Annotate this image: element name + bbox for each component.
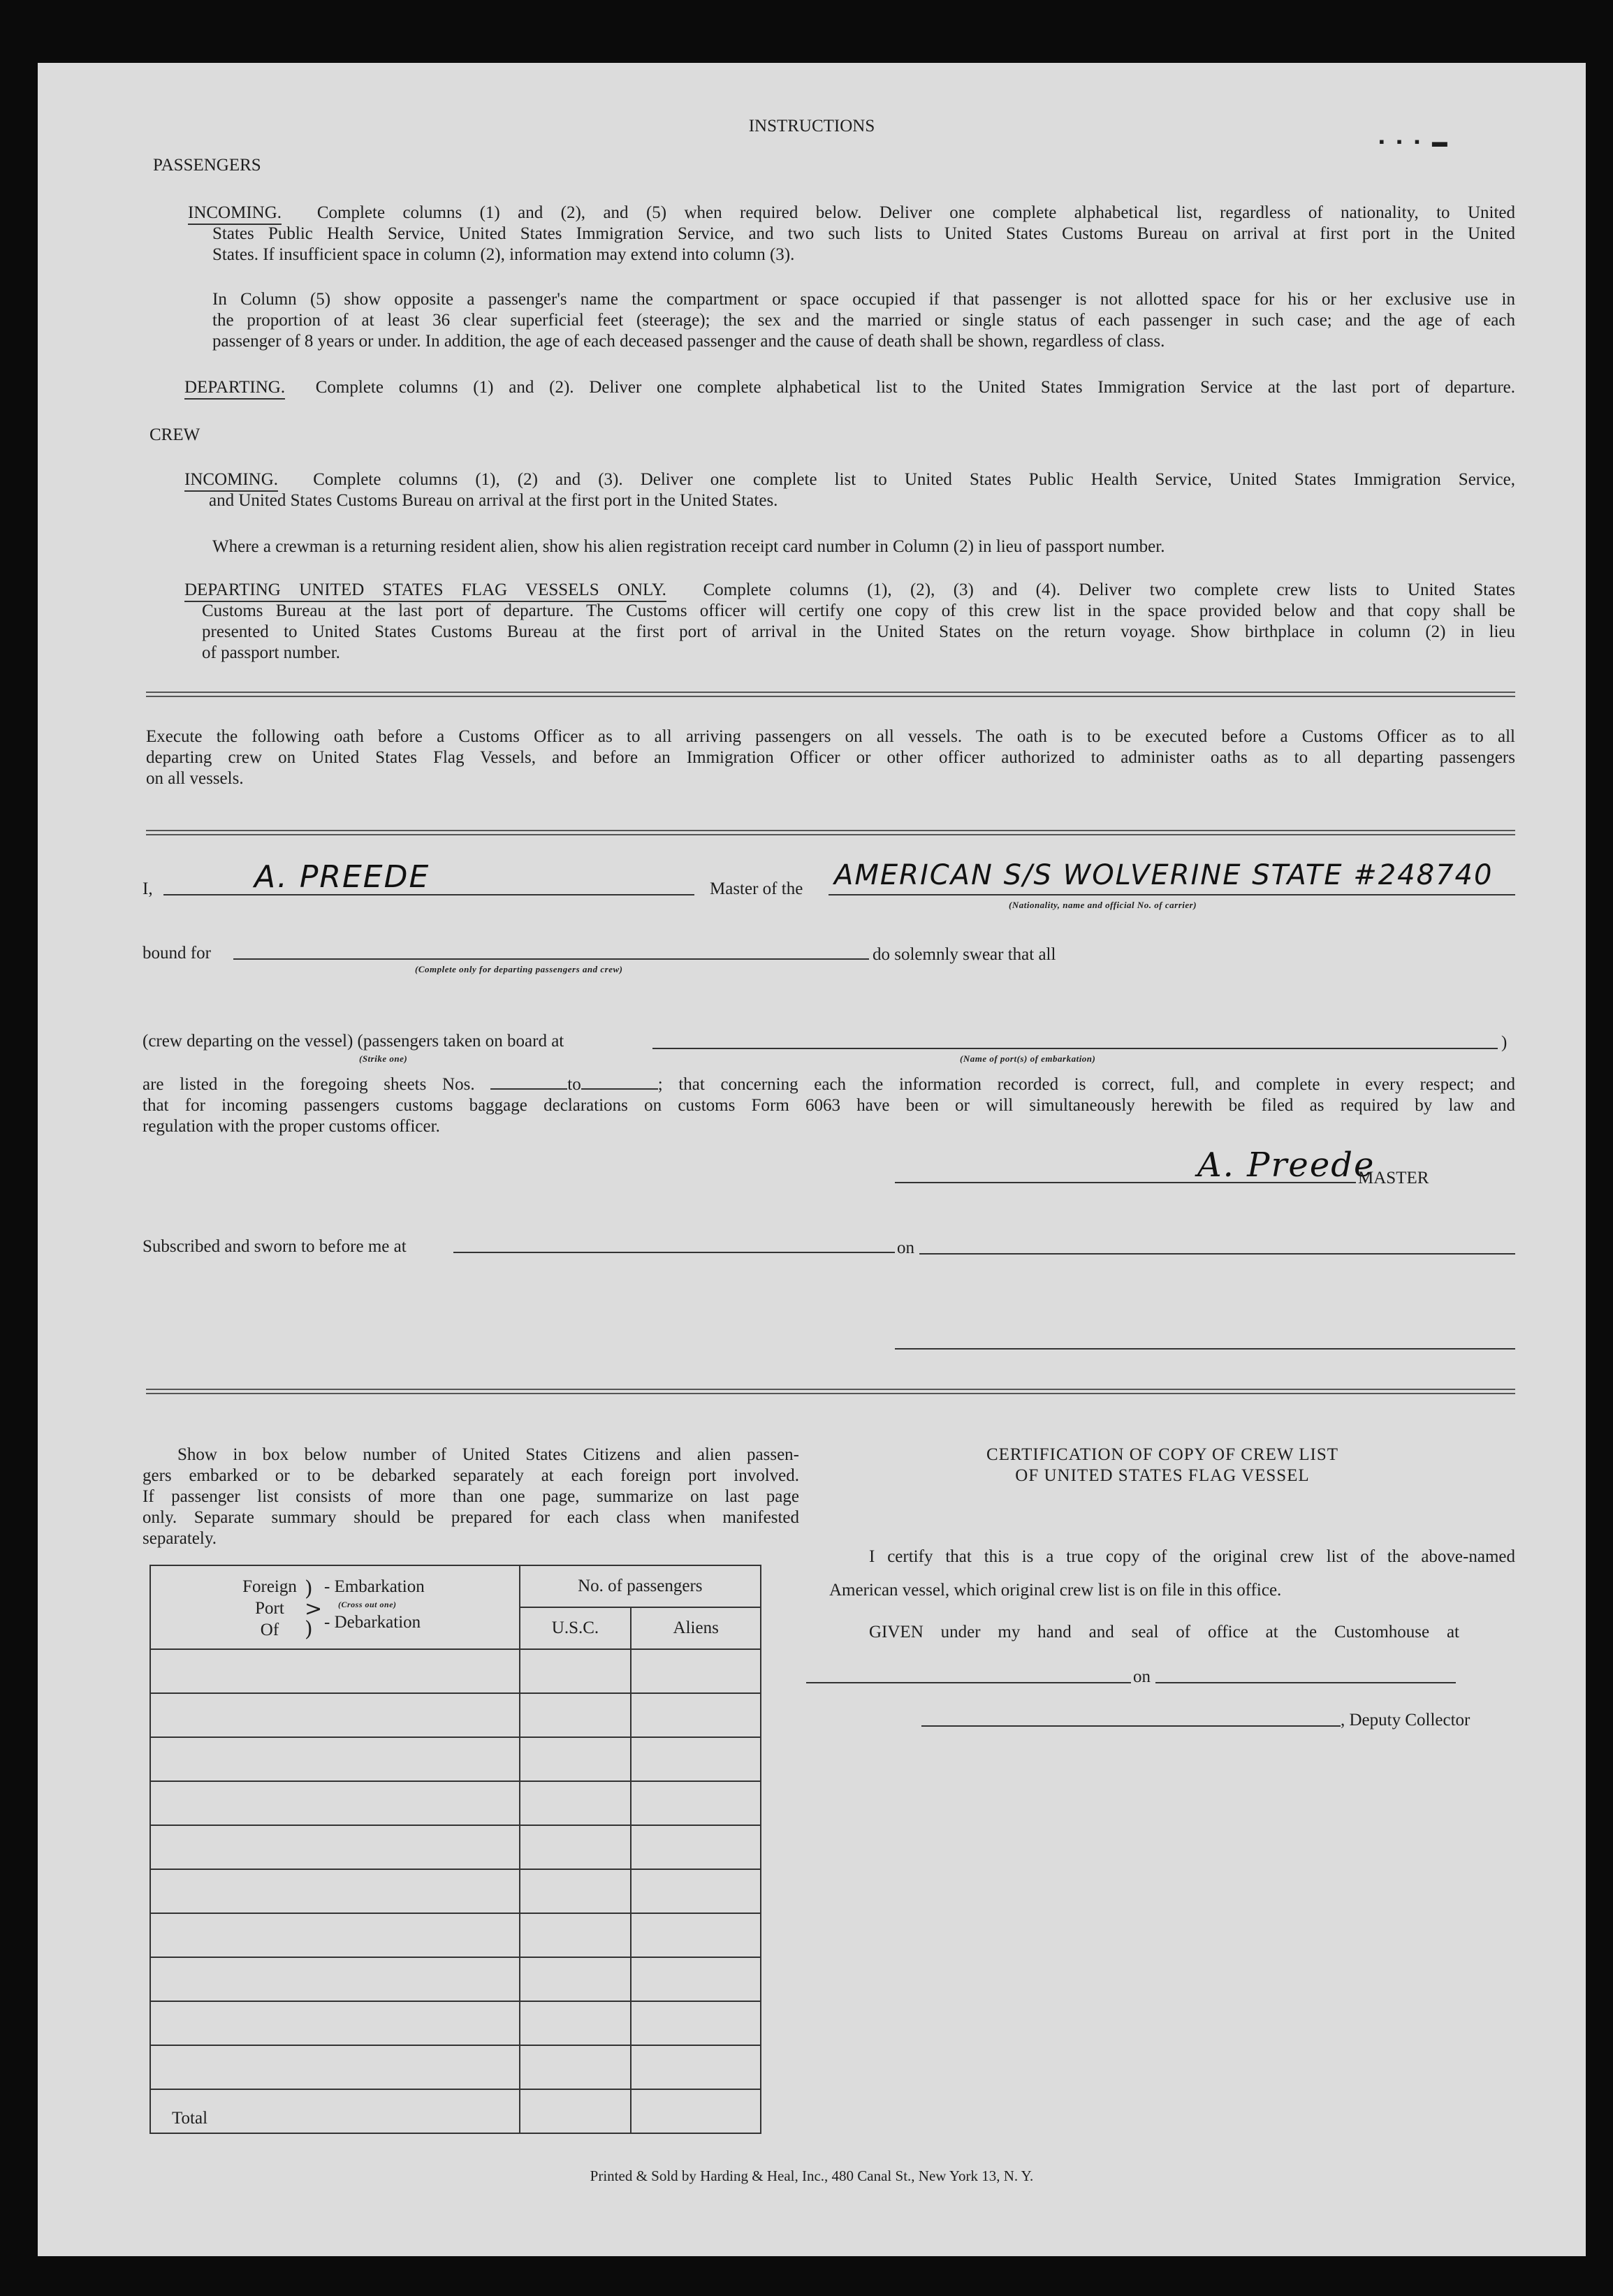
column5-paragraph: In Column (5) show opposite a passenger's name the compartment or space occupied if that passenger is not allotted space for his or her exclusive use in the proportion of at least 36 clear superficial feet (steerage); the sex and the married or single status of each passenger in such case; and the age of each passenger of 8 years or under. In addition, the age of each deceased passenger and the cause of death shall be shown, regardless of class. (212, 290, 1515, 351)
table-row (150, 1825, 761, 1869)
usc-cell (520, 1825, 632, 1869)
total-label: Total (150, 2089, 520, 2133)
summary-paragraph: Show in box below number of United States Citizens and alien passen- gers embarked or to be debarked separately at each foreign port involved. If passenger list consists of more than one page, summarize on last page only. Separate summary should be prepared for each class when manifested separately. (143, 1445, 799, 1548)
customhouse-place-line (806, 1682, 1131, 1683)
deputy-collector-label: , Deputy Collector (1341, 1711, 1470, 1730)
vessel-line (829, 894, 1515, 895)
passengers-departing-paragraph: DEPARTING. Complete columns (1) and (2). Deliver one complete alphabetical list to the United States Immigration Service at the last port of departure. (184, 377, 1515, 398)
strike-caption: (Strike one) (359, 1053, 408, 1064)
aliens-cell (631, 1957, 761, 2001)
certification-title: CERTIFICATION OF COPY OF CREW LIST OF UNITED STATES FLAG VESSEL (986, 1445, 1339, 1485)
instructions-title: INSTRUCTIONS (748, 117, 875, 136)
table-row (150, 1781, 761, 1825)
swear-text: do solemnly swear that all (873, 945, 1056, 964)
table-row (150, 2045, 761, 2089)
aliens-cell (631, 2001, 761, 2045)
subscribed-place-line (453, 1252, 895, 1253)
foreign-label: Foreign (242, 1577, 297, 1596)
aliens-cell (631, 1825, 761, 1869)
cross-out-caption: (Cross out one) (338, 1600, 397, 1609)
certification-on-label: on (1133, 1667, 1151, 1686)
table-row (150, 1649, 761, 1693)
vessel-caption: (Nationality, name and official No. of carrier) (1009, 900, 1197, 910)
port-cell (150, 1781, 520, 1825)
total-row (150, 2089, 761, 2133)
port-cell (150, 1869, 520, 1913)
aliens-cell (631, 1649, 761, 1693)
passengers-incoming-paragraph: INCOMING. Complete columns (1) and (2), and (5) when required below. Deliver one complete alphabetical list, regardless of nationality, to United States Public Health Service, United States Immigration Service, and two such lists to United States Customs Bureau on arrival at first port in the United States. If insufficient space in column (2), information may extend into column (3). (188, 203, 1515, 264)
usc-cell (520, 1913, 632, 1957)
deputy-collector-line (921, 1725, 1341, 1727)
certification-date-line (1155, 1682, 1456, 1683)
of-label: Of (260, 1621, 279, 1639)
table-row (150, 1737, 761, 1781)
crew-incoming-label: INCOMING. (184, 470, 278, 492)
divider-line (146, 1389, 1515, 1394)
no-passengers-header: No. of passengers (520, 1565, 761, 1607)
table-row (150, 1913, 761, 1957)
subscribed-on-label: on (897, 1238, 914, 1257)
crewman-paragraph: Where a crewman is a returning resident alien, show his alien registration receipt card number in Column (2) in lieu of passport number. (212, 537, 1165, 556)
passengers-departing-label: DEPARTING. (184, 378, 285, 400)
officer-signature-line (895, 1348, 1515, 1350)
aliens-cell (631, 1781, 761, 1825)
port-label: Port (255, 1599, 284, 1618)
departing-us-label: DEPARTING UNITED STATES FLAG VESSELS ONLY. (184, 580, 666, 602)
brace-glyph: ) > ) (305, 1577, 323, 1641)
passengers-incoming-label: INCOMING. (188, 203, 282, 225)
sheet-to-line (581, 1074, 658, 1090)
table-row (150, 1869, 761, 1913)
table-row (150, 1693, 761, 1737)
departing-us-paragraph: DEPARTING UNITED STATES FLAG VESSELS ONLY. Complete columns (1), (2), (3) and (4). Deliver two complete crew lists to United States Customs Bureau at the last port of departure. The Customs officer will certify one copy of this crew list in the space provided below and that copy shall be presented to United States Customs Bureau at the first port of arrival in the United States on the return voyage. Show birthplace in column (2) in lieu of passport number. (184, 580, 1516, 662)
master-of-label: Master of the (710, 879, 803, 898)
crew-heading: CREW (149, 425, 200, 444)
usc-cell (520, 1737, 632, 1781)
passenger-summary-table (149, 1565, 761, 2134)
i-label: I, (143, 879, 153, 898)
certification-text-3: GIVEN under my hand and seal of office at the Customhouse at (869, 1623, 1459, 1641)
port-header-cell (150, 1565, 520, 1649)
close-paren: ) (1501, 1033, 1508, 1052)
crew-departing-text: (crew departing on the vessel) (passengers taken on board at (143, 1032, 564, 1051)
port-cell (150, 1649, 520, 1693)
bound-for-label: bound for (143, 944, 211, 963)
port-cell (150, 1693, 520, 1737)
listed-paragraph: are listed in the foregoing sheets Nos. to ; that concerning each the information recorded is correct, full, and complete in every respect; and that for incoming passengers customs baggage declarations on customs Form 6063 have been or will simultaneously herewith be filed as required by law and regulation with the proper customs officer. (143, 1075, 1515, 1136)
usc-cell (520, 2001, 632, 2045)
usc-total-cell (520, 2089, 632, 2133)
aliens-cell (631, 1913, 761, 1957)
port-cell (150, 2045, 520, 2089)
vessel-handwritten: AMERICAN S/S WOLVERINE STATE #248740 (834, 859, 1494, 891)
document-page (38, 63, 1586, 2256)
usc-header: U.S.C. (520, 1607, 632, 1649)
aliens-cell (631, 1693, 761, 1737)
master-label: MASTER (1358, 1169, 1429, 1187)
subscribed-date-line (919, 1253, 1515, 1255)
debarkation-label: - Debarkation (324, 1613, 421, 1632)
aliens-total-cell (631, 2089, 761, 2133)
ports-line (652, 1048, 1498, 1049)
oath-intro-paragraph: Execute the following oath before a Customs Officer as to all arriving passengers on all vessels. The oath is to be executed before a Customs Officer as to all departing crew on United States Flag Vessels, and before an Immigration Officer or other officer authorized to administer oaths as to all departing passengers on all vessels. (146, 727, 1515, 788)
sheet-from-line (490, 1074, 567, 1090)
master-name-handwritten: A. PREEDE (254, 859, 430, 895)
usc-cell (520, 1693, 632, 1737)
aliens-cell (631, 2045, 761, 2089)
port-cell (150, 1913, 520, 1957)
table-row (150, 1957, 761, 2001)
port-cell (150, 2001, 520, 2045)
usc-cell (520, 1781, 632, 1825)
divider-line (146, 692, 1515, 697)
usc-cell (520, 1957, 632, 2001)
aliens-header: Aliens (631, 1607, 761, 1649)
table-row (150, 2001, 761, 2045)
stray-marks: ▪ ▪ ▪ ▬ (1379, 133, 1452, 150)
printer-footer: Printed & Sold by Harding & Heal, Inc., 480 Canal St., New York 13, N. Y. (590, 2167, 1034, 2184)
port-cell (150, 1825, 520, 1869)
certification-text-2: American vessel, which original crew list is on file in this office. (829, 1581, 1282, 1600)
usc-cell (520, 1869, 632, 1913)
ports-caption: (Name of port(s) of embarkation) (960, 1053, 1096, 1064)
bound-for-line (233, 958, 869, 960)
crew-incoming-paragraph: INCOMING. Complete columns (1), (2) and (3). Deliver one complete list to United States Public Health Service, United States Immigration Service, and United States Customs Bureau on arrival at the first port in the United States. (184, 470, 1516, 510)
aliens-cell (631, 1869, 761, 1913)
port-cell (150, 1957, 520, 2001)
aliens-cell (631, 1737, 761, 1781)
master-signature: A. Preede (1197, 1146, 1375, 1185)
subscribed-label: Subscribed and sworn to before me at (143, 1237, 407, 1256)
passengers-heading: PASSENGERS (153, 156, 261, 175)
divider-line (146, 830, 1515, 835)
embarkation-label: - Embarkation (324, 1577, 425, 1596)
usc-cell (520, 2045, 632, 2089)
certification-text-1: I certify that this is a true copy of the original crew list of the above-named (869, 1547, 1515, 1566)
usc-cell (520, 1649, 632, 1693)
bound-for-caption: (Complete only for departing passengers and crew) (415, 964, 623, 974)
port-cell (150, 1737, 520, 1781)
